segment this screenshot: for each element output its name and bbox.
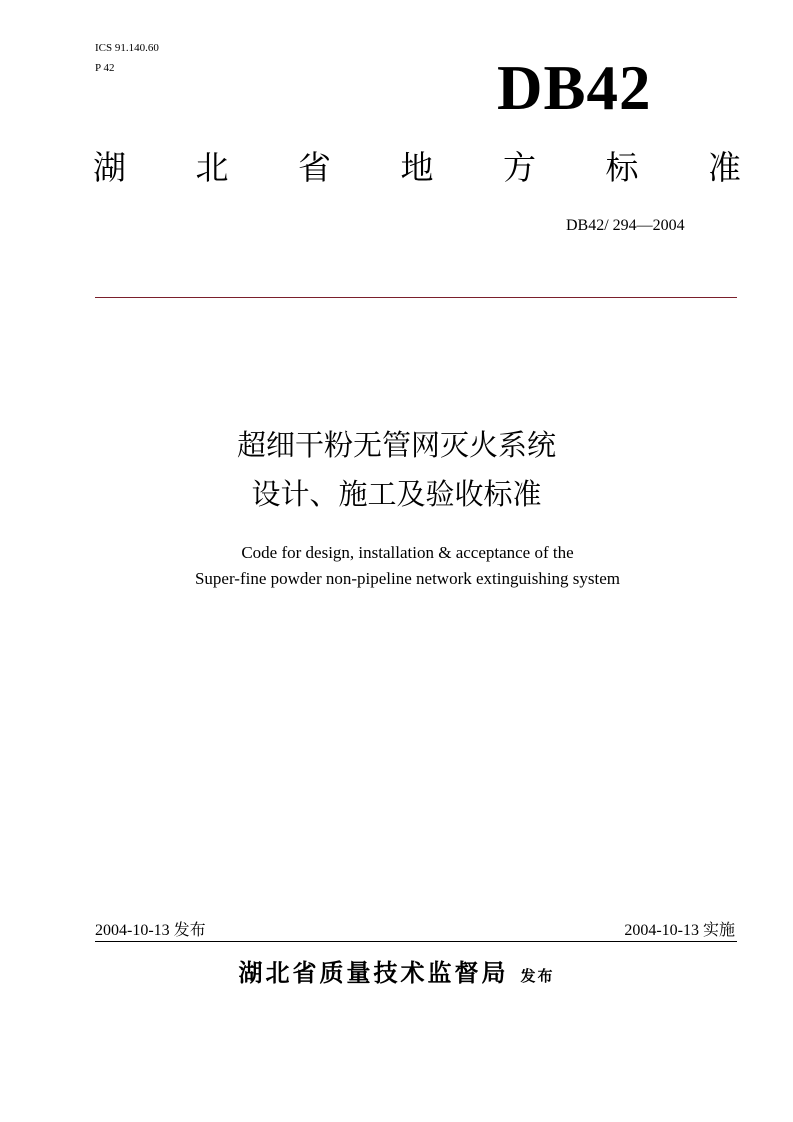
issuer bbox=[0, 957, 793, 992]
standard-type-title bbox=[93, 144, 741, 192]
standard-type-char: 准 bbox=[708, 148, 741, 187]
standard-type-char: 省 bbox=[298, 148, 331, 187]
title-en-line2: Super-fine powder non-pipeline network extinguishing system bbox=[194, 569, 621, 588]
issue-date: 2004-10-13 发布 bbox=[95, 922, 206, 939]
standard-type-char: 标 bbox=[605, 148, 639, 187]
standard-type-char: 方 bbox=[503, 148, 536, 187]
standard-mark: DB42 bbox=[497, 53, 652, 123]
header-divider bbox=[95, 297, 737, 298]
standard-type-char: 北 bbox=[195, 148, 229, 187]
ics-code: ICS 91.140.60 bbox=[95, 42, 159, 54]
footer-divider bbox=[95, 941, 737, 942]
standard-number: DB42/ 294—2004 bbox=[566, 217, 685, 234]
category-code: P 42 bbox=[95, 62, 115, 74]
issuer-suffix: 发布 bbox=[520, 967, 555, 985]
title-zh-line2: 设计、施工及验收标准 bbox=[251, 477, 542, 511]
standard-type-char: 地 bbox=[400, 148, 434, 187]
standard-type-char: 湖 bbox=[93, 148, 126, 187]
issuer-name: 湖北省质量技术监督局 bbox=[238, 959, 509, 987]
effective-date: 2004-10-13 实施 bbox=[624, 922, 735, 939]
title-zh-line1: 超细干粉无管网灭火系统 bbox=[236, 428, 556, 462]
title-en-line1: Code for design, installation & acceptance of the bbox=[241, 543, 574, 562]
